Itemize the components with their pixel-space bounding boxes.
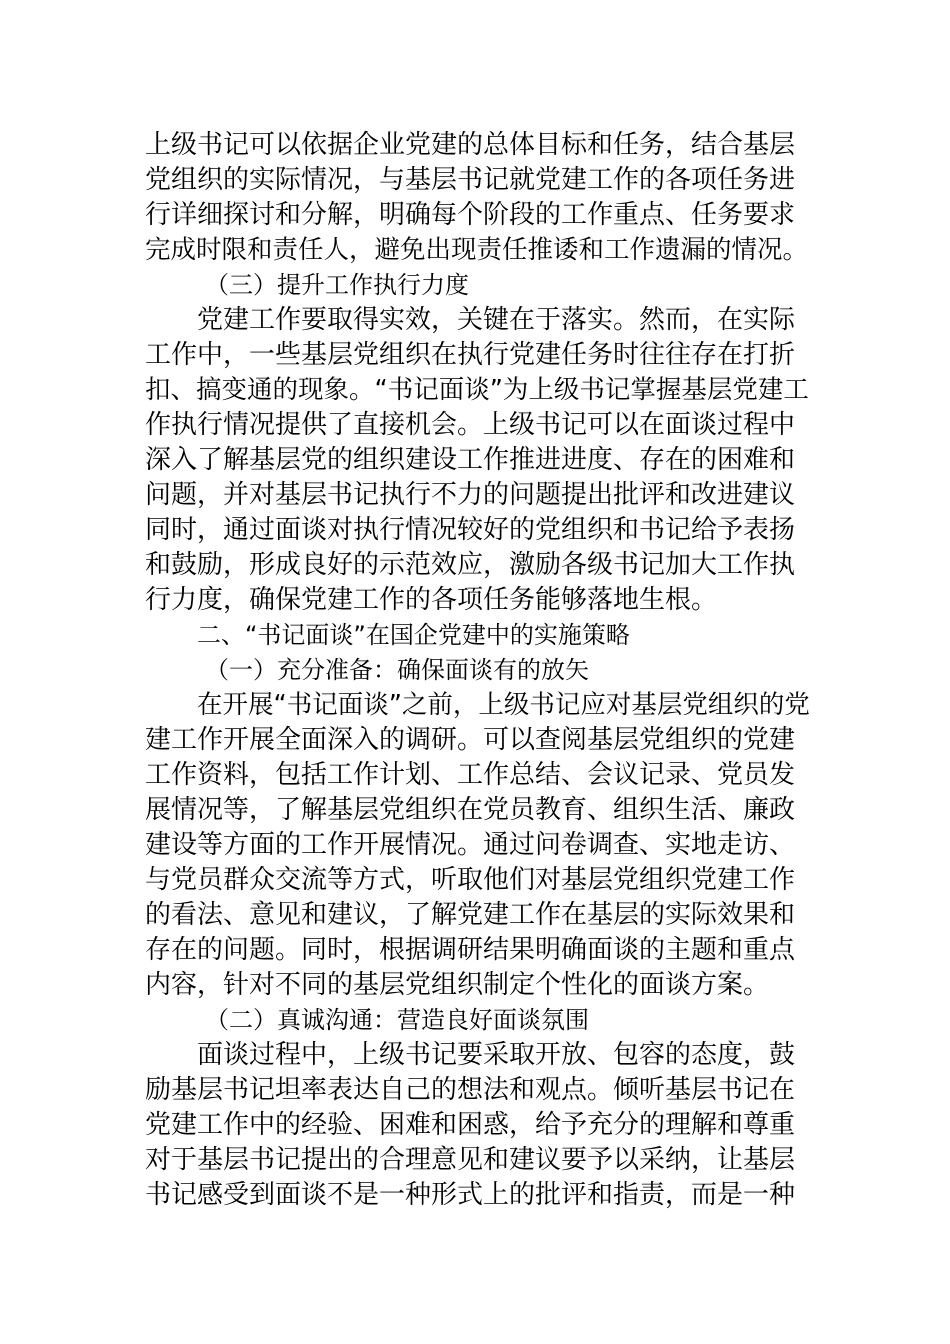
paragraph-line: 建设等方面的工作开展情况。通过问卷调查、实地走访、: [145, 830, 796, 860]
paragraph-line: 同时，通过面谈对执行情况较好的党组织和书记给予表扬: [145, 515, 796, 545]
section-heading: 二、“书记面谈”在国企党建中的实施策略: [197, 621, 630, 649]
paragraph-line: 党组织的实际情况，与基层书记就党建工作的各项任务进: [145, 165, 796, 195]
section-heading: （二）真诚沟通：营造良好面谈氛围: [205, 1006, 589, 1034]
paragraph-line: 内容，针对不同的基层党组织制定个性化的面谈方案。: [145, 970, 770, 1000]
section-heading: （一）充分准备：确保面谈有的放矢: [205, 656, 589, 684]
document-body: [145, 128, 810, 1213]
paragraph-line: 面谈过程中，上级书记要采取开放、包容的态度，鼓: [197, 1040, 796, 1070]
paragraph-line: 存在的问题。同时，根据调研结果明确面谈的主题和重点: [145, 935, 796, 965]
paragraph-line: 与党员群众交流等方式，听取他们对基层党组织党建工作: [145, 865, 796, 895]
paragraph-line: 上级书记可以依据企业党建的总体目标和任务，结合基层: [145, 130, 796, 160]
paragraph-line: 工作资料，包括工作计划、工作总结、会议记录、党员发: [145, 760, 796, 790]
paragraph-line: 党建工作要取得实效，关键在于落实。然而，在实际: [197, 305, 796, 335]
paragraph-line: 深入了解基层党的组织建设工作推进进度、存在的困难和: [145, 445, 796, 475]
paragraph-line: 的看法、意见和建议，了解党建工作在基层的实际效果和: [145, 900, 796, 930]
paragraph-line: 行详细探讨和分解，明确每个阶段的工作重点、任务要求: [145, 200, 796, 230]
paragraph-line: 扣、搞变通的现象。“书记面谈”为上级书记掌握基层党建工: [145, 375, 809, 405]
paragraph-line: 问题，并对基层书记执行不力的问题提出批评和改进建议: [145, 480, 796, 510]
paragraph-line: 展情况等，了解基层党组织在党员教育、组织生活、廉政: [145, 795, 796, 825]
paragraph-line: 作执行情况提供了直接机会。上级书记可以在面谈过程中: [145, 410, 796, 440]
paragraph-line: 励基层书记坦率表达自己的想法和观点。倾听基层书记在: [145, 1075, 796, 1105]
paragraph-line: 在开展“书记面谈”之前，上级书记应对基层党组织的党: [197, 690, 810, 720]
paragraph-line: 完成时限和责任人，避免出现责任推诿和工作遗漏的情况。: [145, 235, 809, 265]
paragraph-line: 建工作开展全面深入的调研。可以查阅基层党组织的党建: [145, 725, 796, 755]
section-heading: （三）提升工作执行力度: [205, 271, 469, 299]
paragraph-line: 书记感受到面谈不是一种形式上的批评和指责，而是一种: [145, 1180, 796, 1210]
paragraph-line: 行力度，确保党建工作的各项任务能够落地生根。: [145, 585, 718, 615]
paragraph-line: 对于基层书记提出的合理意见和建议要予以采纳，让基层: [145, 1145, 796, 1175]
paragraph-line: 工作中，一些基层党组织在执行党建任务时往往存在打折: [145, 340, 796, 370]
paragraph-line: 和鼓励，形成良好的示范效应，激励各级书记加大工作执: [145, 550, 796, 580]
paragraph-line: 党建工作中的经验、困难和困惑，给予充分的理解和尊重: [145, 1110, 796, 1140]
